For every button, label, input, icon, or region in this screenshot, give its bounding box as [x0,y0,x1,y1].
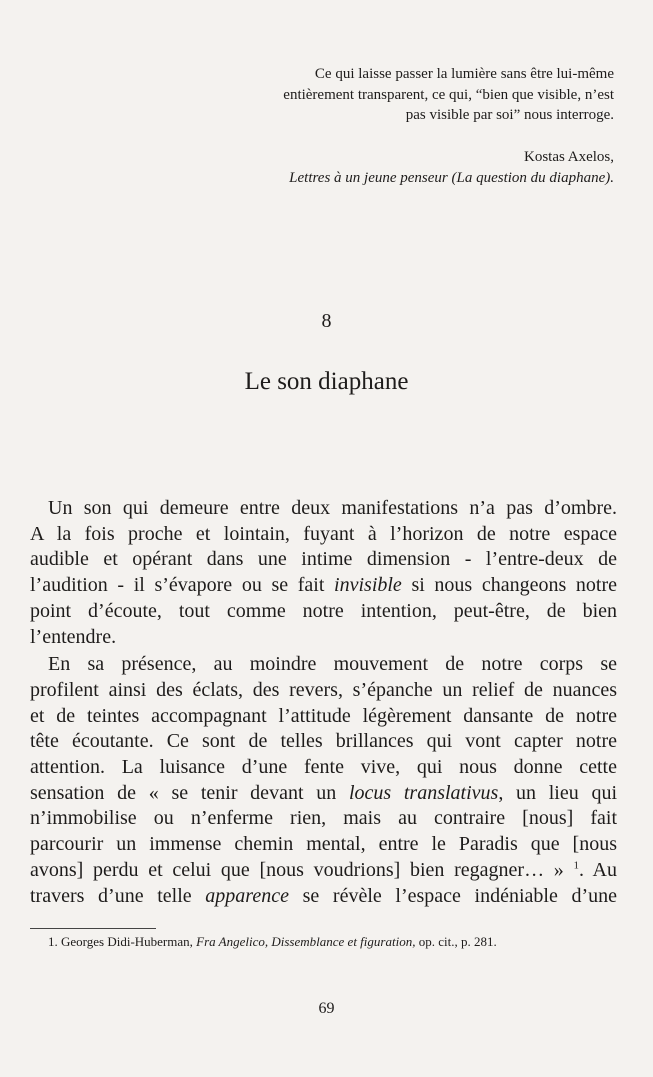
text-run: travers d’une telle [30,884,206,907]
footnote-title: Fra Angelico, Dissemblance et figuration, [196,934,416,949]
text-run: avons] perdu et celui que [nous voudrions] bien regagner… » [30,858,574,881]
epigraph-line: Ce qui laisse passer la lumière sans être lui-même [314,66,614,82]
epigraph-attribution [190,147,614,189]
body-line [30,781,617,807]
text-run: se révèle l’espace indéniable d’une [288,884,618,907]
body-line [30,858,617,884]
body-line: point d’écoute, tout comme notre intention, peut-être, de bien [30,599,617,622]
epigraph-line: entièrement transparent, ce qui, “bien que visible, n’est [283,86,614,103]
text-run: l’audition - il s’évapore ou se fait [30,574,335,597]
body-line: et de teintes accompagnant l’attitude légèrement dansante de notre [30,704,617,727]
body-line: tête écoutante. Ce sont de telles brillances qui vont capter notre [30,730,617,753]
body-line: audible et opérant dans une intime dimension - l’entre-deux de [30,548,617,571]
body-line: n’immobilise ou n’enferme rien, mais au contraire [nous] fait [30,807,617,830]
footnote [48,934,497,950]
body-line: l’entendre. [30,625,117,648]
chapter-title: Le son diaphane [244,368,409,395]
body-line [30,573,617,599]
footnote-ref: 1 [573,859,579,872]
body-line: parcourir un immense chemin mental, entre le Paradis que [nous [30,833,617,856]
footnote-divider [30,928,156,929]
footnote-author: Georges Didi-Huberman, [61,934,193,949]
page-number: 69 [318,1000,335,1017]
epigraph-work: Lettres à un jeune penseur (La question du diaphane). [289,170,614,186]
text-run: sensation de « se tenir devant un [30,781,349,804]
emphasis: invisible [334,574,402,597]
body-line: attention. La luisance d’une fente vive, qui nous donne cette [30,756,617,779]
epigraph-author: Kostas Axelos, [524,149,614,165]
body-line: A la fois proche et lointain, fuyant à l’horizon de notre espace [30,522,617,545]
text-run: , un lieu qui [498,781,618,804]
epigraph-line: pas visible par soi” nous interroge. [405,107,614,123]
emphasis: locus translativus [348,781,499,804]
text-run: . Au [578,858,618,881]
emphasis: apparence [205,884,289,907]
body-line: En sa présence, au moindre mouvement de notre corps se [48,653,617,676]
body-line: Un son qui demeure entre deux manifestations n’a pas d’ombre. [48,497,617,519]
body-line [30,884,617,910]
chapter-number: 8 [321,310,332,332]
footnote-marker: 1. [48,934,58,949]
footnote-citation: op. cit., p. 281. [418,934,497,949]
epigraph [190,64,614,126]
body-line: profilent ainsi des éclats, des revers, s’épanche un relief de nuances [30,678,617,701]
body-text [30,496,617,909]
text-run: si nous changeons notre [401,574,617,597]
